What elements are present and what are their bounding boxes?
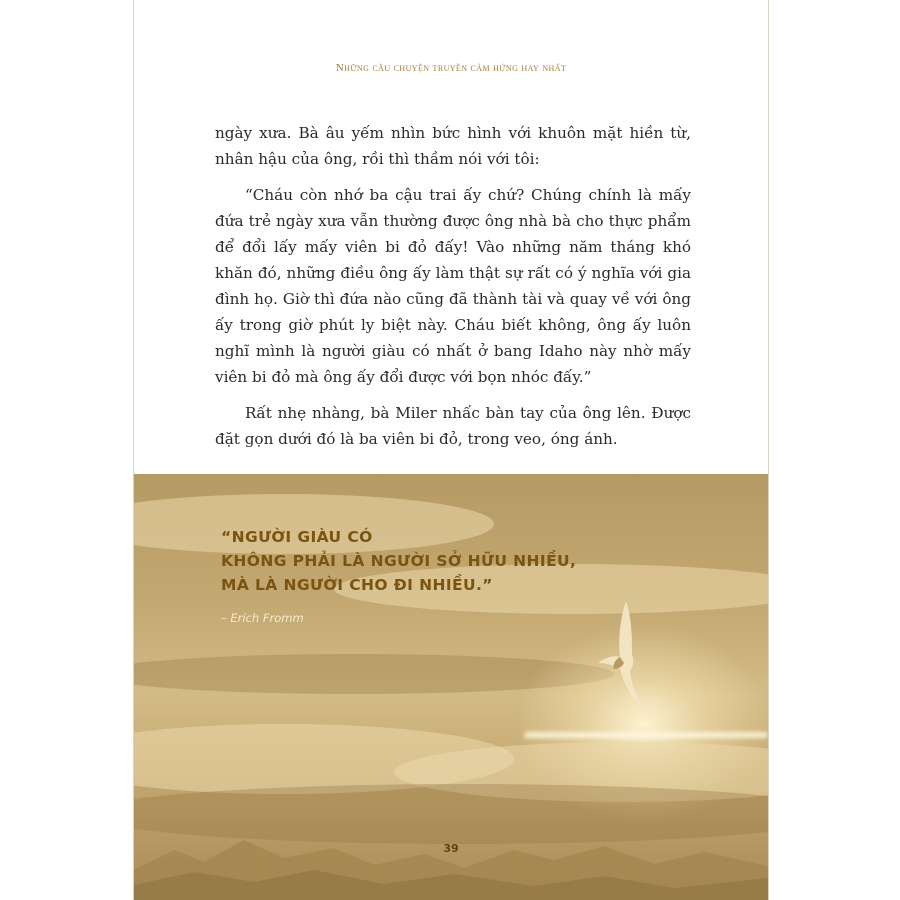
paragraph-2: “Cháu còn nhớ ba cậu trai ấy chứ? Chúng chính là mấy đứa trẻ ngày xưa vẫn thường được ông nhà bà cho thực phẩm để đổi lấy mấy viên bi đỏ đấy! Vào những năm tháng khó khăn đó, những điều ông ấy làm thật sự rất có ý nghĩa với gia đình họ. Giờ thì đứa nào cũng đã thành tài và quay về với ông ấy trong giờ phút ly biệt này. Cháu biết không, ông ấy luôn nghĩ mình là người giàu có nhất ở bang Idaho này nhờ mấy viên bi đỏ mà ông ấy đổi được với bọn nhóc đấy.” [215, 186, 691, 386]
running-head: Những câu chuyện truyền cảm hứng hay nhất [335, 62, 567, 74]
paragraph-3: Rất nhẹ nhàng, bà Miler nhấc bàn tay của ông lên. Được đặt gọn dưới đó là ba viên bi đỏ, trong veo, óng ánh. [215, 404, 691, 448]
quote-block [221, 525, 576, 597]
quote-attribution: – Erich Fromm [221, 611, 304, 625]
book-page [133, 0, 769, 900]
body-text [215, 120, 691, 462]
soaring-bird-icon [574, 599, 664, 729]
mountain-silhouette [134, 810, 768, 900]
quote-line: “NGƯỜI GIÀU CÓ [221, 528, 373, 546]
quote-line: MÀ LÀ NGƯỜI CHO ĐI NHIỀU.” [221, 576, 493, 594]
page-number: 39 [443, 842, 459, 855]
horizon-light [524, 732, 768, 738]
sky-illustration [134, 474, 768, 900]
paragraph-1: ngày xưa. Bà âu yếm nhìn bức hình với khuôn mặt hiền từ, nhân hậu của ông, rồi thì thầm nói với tôi: [215, 124, 691, 168]
quote-line: KHÔNG PHẢI LÀ NGƯỜI SỞ HỮU NHIỀU, [221, 552, 577, 570]
